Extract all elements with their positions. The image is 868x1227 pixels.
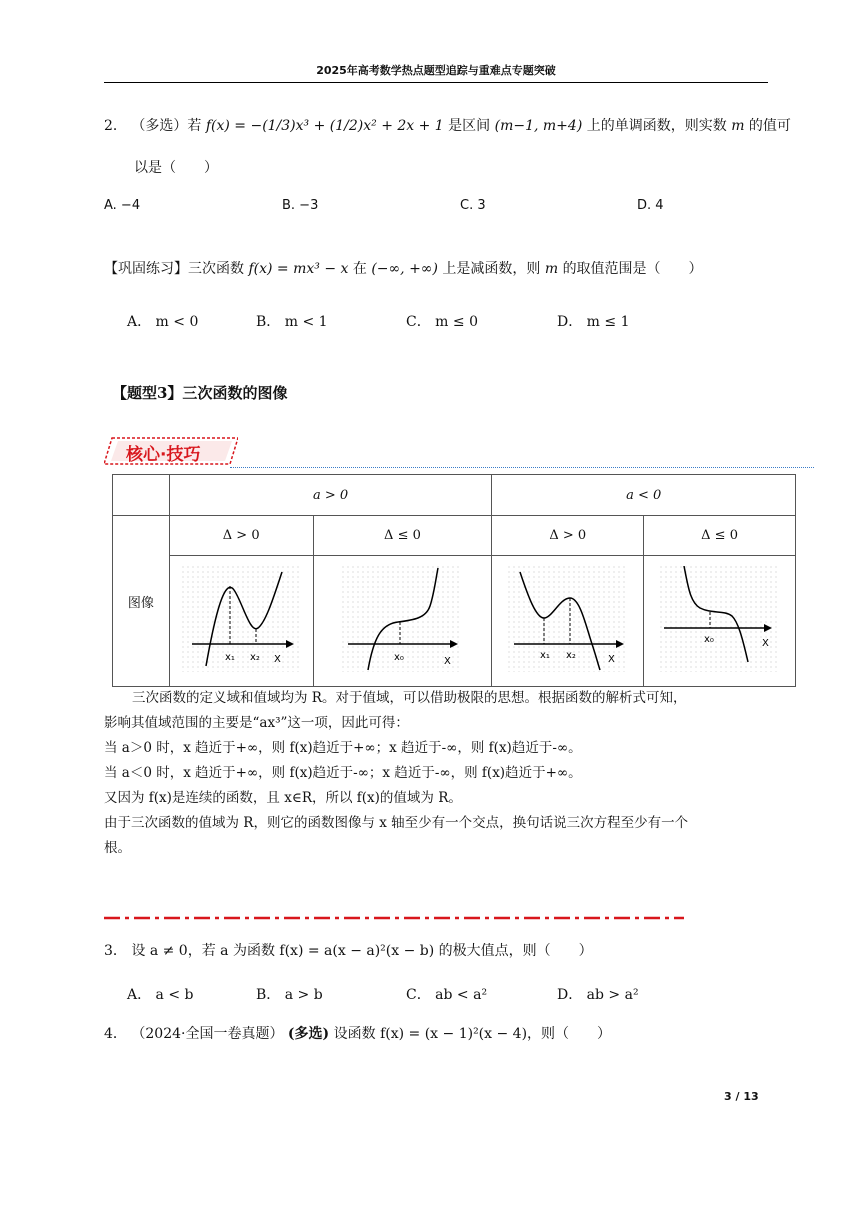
badge-dotted-rule <box>230 467 814 468</box>
para-line-4: 当 a＜0 时，x 趋近于+∞，则 f(x)趋近于-∞；x 趋近于-∞，则 f(x)趋近于+∞。 <box>104 765 582 781</box>
para-line-6: 由于三次函数的值域为 R，则它的函数图像与 x 轴至少有一个交点，换句话说三次方程至少有一个 <box>104 815 689 831</box>
q4-tag: (多选) <box>287 1026 330 1042</box>
q4-source: （2024·全国一卷真题） <box>131 1026 284 1042</box>
graph-cell-3 <box>492 556 644 687</box>
header-a-positive: a > 0 <box>169 475 492 516</box>
page-header: 2025年高考数学热点题型追踪与重难点专题突破 <box>316 64 556 77</box>
graph2-x0-label: x₀ <box>394 652 405 663</box>
practice-option-b: B． m < 1 <box>256 314 328 330</box>
graph-cell-4 <box>644 556 796 687</box>
section-title: 【题型3】三次函数的图像 <box>112 384 288 402</box>
graph-a-neg-delta-gt <box>508 566 628 672</box>
header-delta-gt-1: Δ > 0 <box>169 516 313 556</box>
core-tip-badge <box>104 436 238 466</box>
header-a-negative: a < 0 <box>492 475 796 516</box>
q2-tail: 上的单调函数，则实数 <box>586 118 727 134</box>
q2-line2: 以是（ ） <box>134 160 218 176</box>
graph2-x-axis-label: X <box>444 656 452 667</box>
q3-number: 3． <box>104 943 127 959</box>
graph3-x-axis-label: X <box>607 654 615 665</box>
practice-tail2: 的取值范围是（ ） <box>562 261 703 277</box>
practice-tail: 上是减函数，则 <box>442 261 541 277</box>
q2-option-c: C. 3 <box>460 198 486 213</box>
para-line-5: 又因为 f(x)是连续的函数，且 x∈R，所以 f(x)的值域为 R。 <box>104 790 462 806</box>
para-line-7: 根。 <box>104 840 131 856</box>
practice-option-a: A． m < 0 <box>127 314 199 330</box>
graph1-x1-label: x₁ <box>225 652 236 663</box>
graph1-x2-label: x₂ <box>250 652 261 663</box>
q2-tail2: 的值可 <box>748 118 791 134</box>
explanation-paragraph <box>104 686 770 861</box>
practice-option-d: D． m ≤ 1 <box>557 314 630 330</box>
graph-a-neg-delta-le <box>660 566 780 672</box>
q3-option-b: B． a > b <box>256 987 323 1003</box>
graph-a-pos-delta-le <box>342 566 462 672</box>
q2-interval: (m−1, m+4) <box>494 118 583 134</box>
q3-text: 设 a ≠ 0，若 a 为函数 f(x) = a(x − a)²(x − b) 的极大值点，则（ ） <box>131 943 593 959</box>
graph-cell-1 <box>169 556 313 687</box>
q2-option-b: B. −3 <box>282 198 319 213</box>
graph-cell-2 <box>313 556 492 687</box>
q2-var: m <box>731 118 745 134</box>
q3-option-a: A． a < b <box>127 987 194 1003</box>
practice-option-c: C． m ≤ 0 <box>406 314 478 330</box>
graph-a-pos-delta-gt <box>182 566 300 672</box>
para-line-2: 影响其值域范围的主要是“ax³”这一项，因此可得： <box>104 715 409 731</box>
practice-formula: f(x) = mx³ − x <box>248 261 349 277</box>
graph4-x-axis-label: X <box>761 638 769 649</box>
header-delta-le-2: Δ ≤ 0 <box>644 516 796 556</box>
section-separator <box>104 906 684 925</box>
para-line-1: 三次函数的定义域和值域均为 R。对于值域，可以借助极限的思想。根据函数的解析式可知， <box>132 690 687 706</box>
q2-line1 <box>104 116 791 136</box>
row-label-graph: 图像 <box>113 516 170 687</box>
q2-option-d: D. 4 <box>637 198 664 213</box>
q2-number: 2． <box>104 118 127 134</box>
q4-number: 4． <box>104 1026 127 1042</box>
badge-label: 核心·技巧 <box>126 445 201 465</box>
practice-var: m <box>544 261 559 277</box>
q4-text: 设函数 f(x) = (x − 1)²(x − 4)，则（ ） <box>333 1026 612 1042</box>
graph3-x1-label: x₁ <box>539 650 550 661</box>
practice-prefix: 【巩固练习】三次函数 <box>104 261 244 277</box>
q2-option-a: A. −4 <box>104 198 141 213</box>
q2-tag: （多选）若 <box>131 118 202 134</box>
practice-line <box>104 259 703 279</box>
header-delta-le-1: Δ ≤ 0 <box>313 516 492 556</box>
header-delta-gt-2: Δ > 0 <box>492 516 644 556</box>
graph1-x-axis-label: X <box>274 654 282 665</box>
cubic-graph-table <box>112 474 796 687</box>
q3-option-c: C． ab < a² <box>406 987 488 1003</box>
q4-line <box>104 1024 611 1044</box>
page-number: 3 / 13 <box>724 1090 759 1103</box>
table-corner-cell <box>113 475 170 516</box>
practice-interval: (−∞, +∞) <box>371 261 438 277</box>
graph4-x0-label: x₀ <box>703 634 714 645</box>
q3-option-d: D． ab > a² <box>557 987 639 1003</box>
graph3-x2-label: x₂ <box>565 650 576 661</box>
q3-line <box>104 941 593 961</box>
q2-mid: 是区间 <box>448 118 491 134</box>
q2-formula: f(x) = −(1/3)x³ + (1/2)x² + 2x + 1 <box>205 118 444 134</box>
header-divider <box>104 82 768 83</box>
practice-mid: 在 <box>352 261 367 277</box>
para-line-3: 当 a＞0 时，x 趋近于+∞，则 f(x)趋近于+∞；x 趋近于-∞，则 f(x)趋近于-∞。 <box>104 740 582 756</box>
